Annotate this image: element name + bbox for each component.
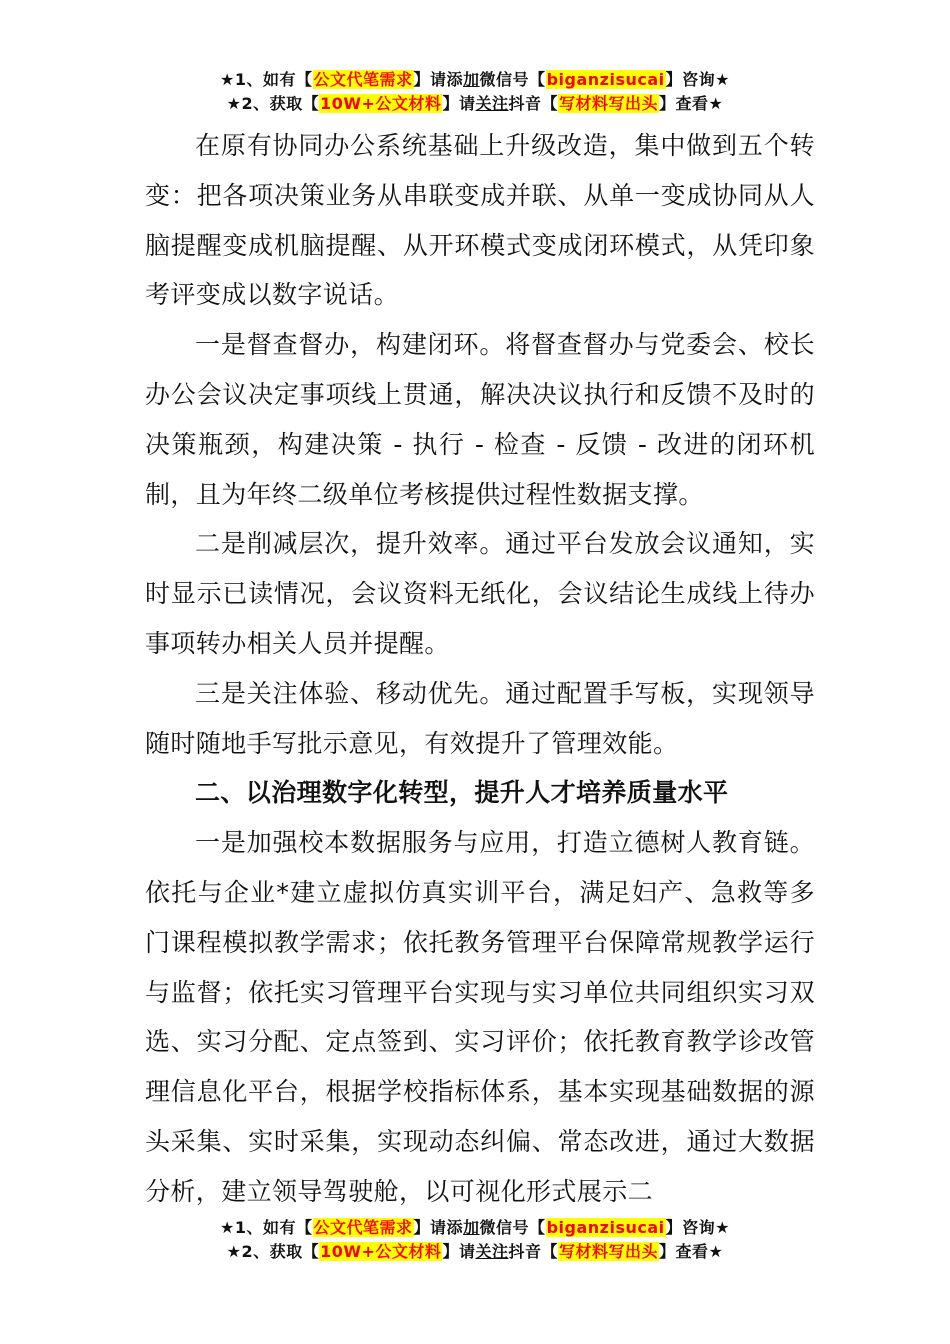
banner-text: 】请添 (413, 70, 464, 89)
banner-highlight: biganzisucai (546, 1218, 665, 1237)
paragraph-intro: 在原有协同办公系统基础上升级改造，集中做到五个转变：把各项决策业务从串联变成并联、从单一变成协同从人脑提醒变成机脑提醒、从开环模式变成闭环模式，从凭印象考评变成以数字说话。 (145, 131, 815, 310)
banner-underlined: 关注 (475, 1242, 509, 1261)
banner-line-2 (0, 1240, 950, 1264)
banner-highlight: 公文代笔需求 (313, 70, 413, 89)
banner-underlined: 关注 (475, 94, 509, 113)
banner-line-2 (0, 92, 950, 116)
banner-text: 】咨询★ (665, 1218, 730, 1237)
banner-highlight: 10W+公文材料 (320, 1242, 442, 1261)
paragraph-supervision: 一是督查督办，构建闭环。将督查督办与党委会、校长办公会议决定事项线上贯通，解决决议执行和反馈不及时的决策瓶颈，构建决策 - 执行 - 检查 - 反馈 - 改进的闭环机制，且为年终二级单位考核提供过程性数据支撑。 (145, 330, 815, 509)
banner-text: ★1、如有【 (220, 70, 313, 89)
document-body (145, 121, 815, 1217)
banner-text: 抖音【 (508, 94, 558, 113)
banner-highlight: biganzisucai (546, 70, 665, 89)
paragraph-mobile: 三是关注体验、移动优先。通过配置手写板，实现领导随时随地手写批示意见，有效提升了管理效能。 (145, 678, 815, 758)
banner-text: ★1、如有【 (220, 1218, 313, 1237)
banner-text: 】请 (442, 1242, 476, 1261)
banner-highlight: 写材料写出头 (558, 94, 658, 113)
banner-line-1 (0, 68, 950, 92)
banner-highlight: 10W+公文材料 (320, 94, 442, 113)
paragraph-efficiency: 二是削减层次，提升效率。通过平台发放会议通知，实时显示已读情况，会议资料无纸化，会议结论生成线上待办事项转办相关人员并提醒。 (145, 529, 815, 658)
banner-highlight: 公文代笔需求 (313, 1218, 413, 1237)
banner-text: 】请添 (413, 1218, 464, 1237)
banner-line-1 (0, 1216, 950, 1240)
bottom-banner (0, 1216, 950, 1264)
top-banner (0, 68, 950, 116)
banner-text: 】查看★ (659, 1242, 724, 1261)
banner-underlined: 加 (463, 1218, 480, 1237)
banner-text: 微信号【 (479, 70, 546, 89)
banner-text: ★2、获取【 (226, 94, 320, 113)
section-heading: 二、以治理数字化转型，提升人才培养质量水平 (195, 778, 729, 808)
banner-text: 】咨询★ (665, 70, 730, 89)
banner-text: 微信号【 (479, 1218, 546, 1237)
paragraph-data-service: 一是加强校本数据服务与应用，打造立德树人教育链。依托与企业*建立虚拟仿真实训平台，满足妇产、急救等多门课程模拟教学需求；依托教务管理平台保障常规教学运行与监督；依托实习管理平台实现与实习单位共同组织实习双选、实习分配、定点签到、实习评价；依托教育教学诊改管理信息化平台，根据学校指标体系，基本实现基础数据的源头采集、实时采集，实现动态纠偏、常态改进，通过大数据分析，建立领导驾驶舱，以可视化形式展示二 (145, 828, 815, 1206)
banner-text: 抖音【 (508, 1242, 558, 1261)
banner-text: 】查看★ (659, 94, 724, 113)
banner-text: 】请 (442, 94, 476, 113)
banner-underlined: 加 (463, 70, 480, 89)
banner-text: ★2、获取【 (226, 1242, 320, 1261)
banner-highlight: 写材料写出头 (558, 1242, 658, 1261)
